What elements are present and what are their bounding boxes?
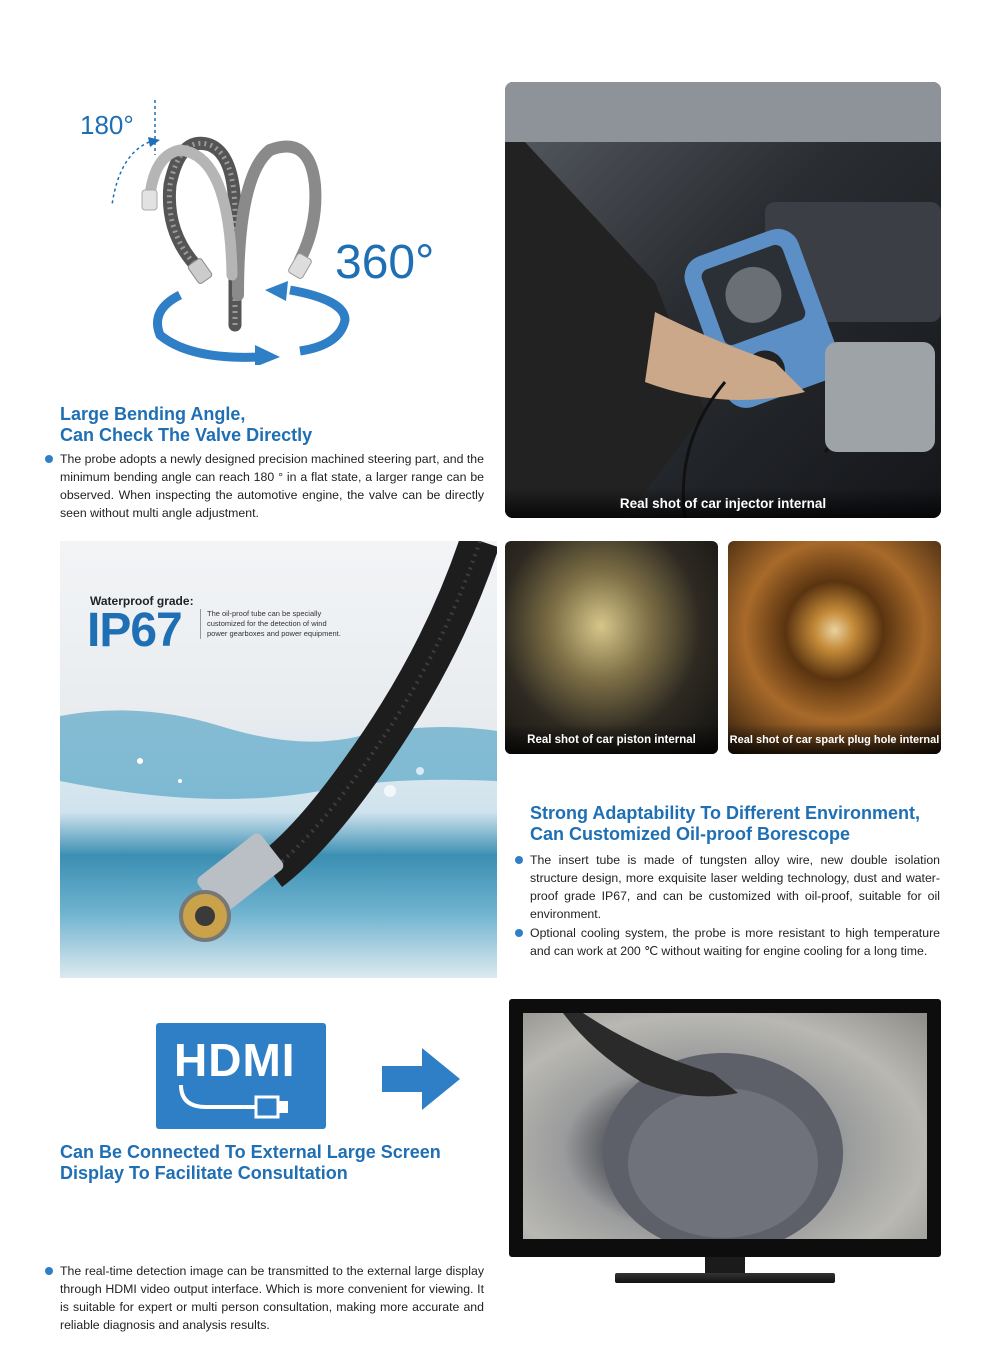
bullet-icon — [515, 929, 523, 937]
angle-180-label: 180° — [80, 110, 134, 140]
hdmi-heading-line2: Display To Facilitate Consultation — [60, 1163, 348, 1183]
bending-heading-line2: Can Check The Valve Directly — [60, 425, 313, 445]
spark-plug-photo — [728, 541, 941, 754]
angle-360-label: 360° — [335, 236, 435, 289]
monitor-screen — [523, 1013, 927, 1239]
spark-plug-caption: Real shot of car spark plug hole internal — [728, 724, 941, 754]
hdmi-logo-text: HDMI — [174, 1034, 296, 1086]
oil-proof-note: The oil-proof tube can be specially customized for the detection of wind power gearboxes and power equipment. — [200, 609, 342, 639]
external-monitor — [509, 999, 941, 1289]
monitor-bezel — [509, 999, 941, 1257]
adaptability-heading-line1: Strong Adaptability To Different Environment, — [530, 803, 921, 823]
adaptability-list — [515, 851, 940, 960]
piston-caption: Real shot of car piston internal — [505, 724, 718, 754]
bullet-icon — [45, 455, 53, 463]
ip67-grade: IP67 — [87, 604, 182, 657]
arrow-right-icon — [382, 1048, 460, 1115]
hdmi-heading — [60, 1142, 500, 1184]
bending-heading — [60, 404, 480, 446]
list-item — [515, 924, 940, 960]
adaptability-bullet-2: Optional cooling system, the probe is more resistant to high temperature and can work at 200 ℃ without waiting for engine cooling for a long time. — [530, 926, 940, 958]
bending-illustration — [60, 95, 460, 365]
hdmi-description — [45, 1262, 484, 1334]
waterproof-panel — [60, 541, 497, 978]
hdmi-logo — [156, 1023, 326, 1129]
injector-caption: Real shot of car injector internal — [505, 488, 941, 518]
injector-photo — [505, 82, 941, 518]
hdmi-body: The real-time detection image can be transmitted to the external large display through HDMI video output interface. Which is more convenient for viewing. It is suitable for expert or multi person consultation, making more accurate and reliable diagnosis and analysis results. — [60, 1264, 484, 1332]
bending-description — [45, 450, 484, 522]
adaptability-heading-line2: Can Customized Oil-proof Borescope — [530, 824, 851, 844]
borescope-view — [523, 1013, 927, 1239]
list-item — [515, 851, 940, 923]
waterproof-label: Waterproof grade: — [90, 594, 194, 608]
adaptability-bullet-1: The insert tube is made of tungsten alloy wire, new double isolation structure design, more exquisite laser welding technology, dust and water-proof grade IP67, and can be customized with oil-proof, suitable for oil environment. — [530, 853, 940, 921]
bending-heading-line1: Large Bending Angle, — [60, 404, 246, 424]
bullet-icon — [45, 1267, 53, 1275]
bullet-icon — [515, 856, 523, 864]
monitor-base — [615, 1273, 835, 1283]
bending-body: The probe adopts a newly designed precision machined steering part, and the minimum bending angle can reach 180 ° in a flat state, a larger range can be observed. When inspecting the automotive engine, the valve can be directly seen without multi angle adjustment. — [60, 452, 484, 520]
hdmi-heading-line1: Can Be Connected To External Large Screen — [60, 1142, 441, 1162]
piston-photo — [505, 541, 718, 754]
hdmi-cable-icon — [176, 1085, 316, 1121]
engine-scene — [505, 82, 941, 518]
adaptability-heading — [530, 803, 970, 845]
